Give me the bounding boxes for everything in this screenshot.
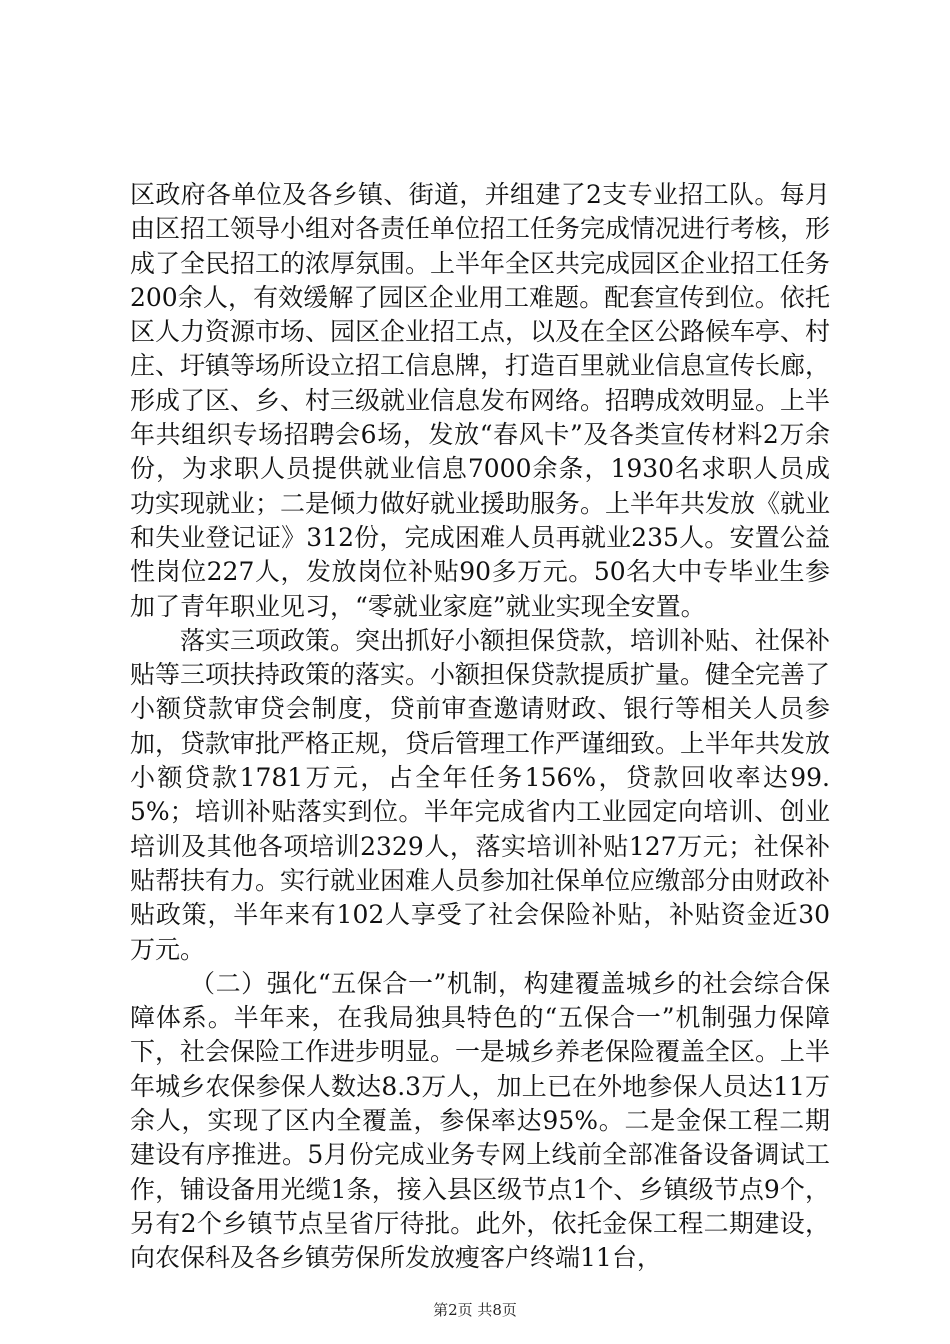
body-text	[130, 178, 830, 1276]
paragraph-three-policies: 落实三项政策。突出抓好小额担保贷款，培训补贴、社保补贴等三项扶持政策的落实。小额担保贷款提质扩量。健全完善了小额贷款审贷会制度，贷前审查邀请财政、银行等相关人员参加，贷款审批严格正规，贷后管理工作严谨细致。上半年共发放小额贷款1781万元，占全年任务156%，贷款回收率达99.5%；培训补贴落实到位。半年完成省内工业园定向培训、创业培训及其他各项培训2329人，落实培训补贴127万元；社保补贴帮扶有力。实行就业困难人员参加社保单位应缴部分由财政补贴政策，半年来有102人享受了社会保险补贴，补贴资金近30万元。	[130, 625, 831, 964]
paragraph-employment-recruitment: 区政府各单位及各乡镇、街道，并组建了2支专业招工队。每月由区招工领导小组对各责任单位招工任务完成情况进行考核，形成了全民招工的浓厚氛围。上半年全区共完成园区企业招工任务200余人，有效缓解了园区企业用工难题。配套宣传到位。依托区人力资源市场、园区企业招工点，以及在全区公路候车亭、村庄、圩镇等场所设立招工信息牌，打造百里就业信息宣传长廊，形成了区、乡、村三级就业信息发布网络。招聘成效明显。上半年共组织专场招聘会6场，发放“春风卡”及各类宣传材料2万余份，为求职人员提供就业信息7000余条，1930名求职人员成功实现就业；二是倾力做好就业援助服务。上半年共发放《就业和失业登记证》312份，完成困难人员再就业235人。安置公益性岗位227人，发放岗位补贴90多万元。50名大中专毕业生参加了青年职业见习，“零就业家庭”就业实现全安置。	[130, 180, 831, 621]
page-footer: 第2页 共8页	[433, 1301, 517, 1319]
paragraph-social-security: （二）强化“五保合一”机制，构建覆盖城乡的社会综合保障体系。半年来，在我局独具特色的“五保合一”机制强力保障下，社会保险工作进步明显。一是城乡养老保险覆盖全区。上半年城乡农保参保人数达8.3万人，加上已在外地参保人员达11万余人，实现了区内全覆盖，参保率达95%。二是金保工程二期建设有序推进。5月份完成业务专网上线前全部准备设备调试工作，铺设备用光缆1条，接入县区级节点1个、乡镇级节点9个，另有2个乡镇节点呈省厅待批。此外，依托金保工程二期建设，向农保科及各乡镇劳保所发放瘦客户终端11台，	[130, 968, 831, 1273]
